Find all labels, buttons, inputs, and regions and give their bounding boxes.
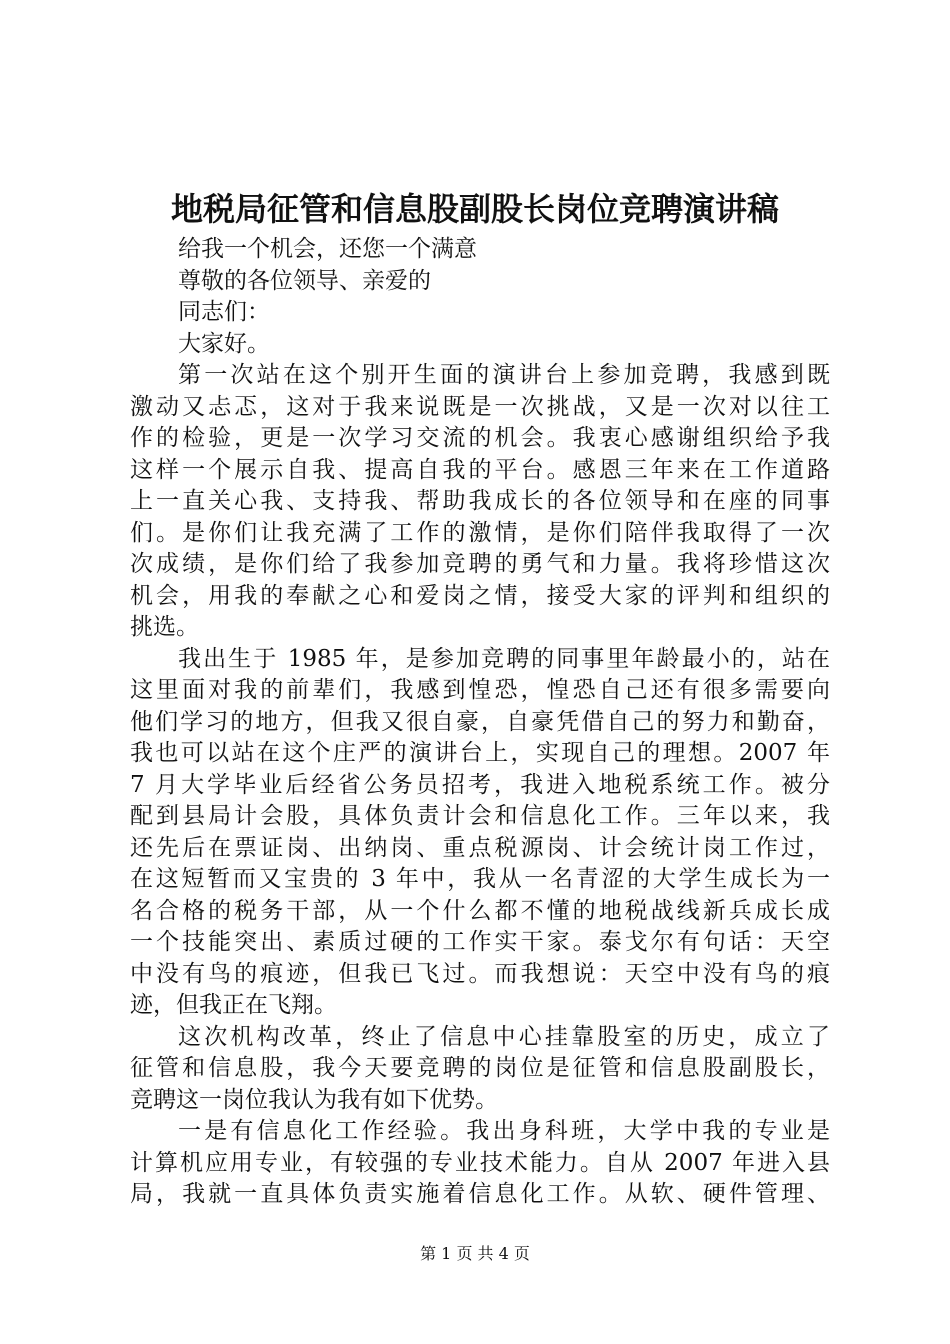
text-line: 计算机应用专业，有较强的专业技术能力。自从 2007 年进入县 [130, 1149, 830, 1176]
text-line: 第一次站在这个别开生面的演讲台上参加竞聘，我感到既 [178, 362, 830, 388]
text-line: 这样一个展示自我、提高自我的平台。感恩三年来在工作道路 [130, 456, 830, 483]
text-line: 7 月大学毕业后经省公务员招考，我进入地税系统工作。被分 [130, 771, 830, 798]
text-line: 在这短暂而又宝贵的 3 年中，我从一名青涩的大学生成长为一 [130, 866, 830, 892]
text-line: 们。是你们让我充满了工作的激情，是你们陪伴我取得了一次 [130, 519, 830, 546]
text-line: 配到县局计会股，具体负责计会和信息化工作。三年以来，我 [130, 803, 830, 829]
page-footer: 第 1 页 共 4 页 [420, 1244, 530, 1263]
document-body [130, 234, 830, 1211]
text-line: 还先后在票证岗、出纳岗、重点税源岗、计会统计岗工作过， [130, 834, 830, 861]
text-line: 次成绩，是你们给了我参加竞聘的勇气和力量。我将珍惜这次 [130, 551, 830, 577]
text-line: 挑选。 [130, 614, 199, 640]
text-line: 名合格的税务干部，从一个什么都不懂的地税战线新兵成长成 [130, 897, 830, 924]
text-line: 激动又忐忑，这对于我来说既是一次挑战，又是一次对以往工 [130, 393, 830, 420]
text-line: 我出生于 1985 年，是参加竞聘的同事里年龄最小的，站在 [178, 645, 830, 672]
text-line: 上一直关心我、支持我、帮助我成长的各位领导和在座的同事 [130, 488, 830, 514]
text-line: 给我一个机会，还您一个满意 [178, 236, 477, 262]
text-line: 中没有鸟的痕迹，但我已飞过。而我想说：天空中没有鸟的痕 [130, 960, 830, 987]
text-line: 作的检验，更是一次学习交流的机会。我衷心感谢组织给予我 [130, 425, 830, 451]
text-line: 局，我就一直具体负责实施着信息化工作。从软、硬件管理、 [130, 1181, 830, 1207]
text-line: 竞聘这一岗位我认为我有如下优势。 [130, 1086, 498, 1113]
text-line: 他们学习的地方，但我又很自豪，自豪凭借自己的努力和勤奋， [130, 708, 830, 735]
text-line: 这里面对我的前辈们，我感到惶恐，惶恐自己还有很多需要向 [130, 677, 830, 703]
document-title: 地税局征管和信息股副股长岗位竞聘演讲稿 [170, 190, 779, 228]
text-line: 机会，用我的奉献之心和爱岗之情，接受大家的评判和组织的 [130, 582, 830, 609]
text-line: 征管和信息股，我今天要竞聘的岗位是征管和信息股副股长， [130, 1055, 830, 1081]
text-line: 我也可以站在这个庄严的演讲台上，实现自己的理想。2007 年 [130, 740, 830, 766]
text-line: 这次机构改革，终止了信息中心挂靠股室的历史，成立了 [178, 1023, 830, 1050]
text-line: 迹，但我正在飞翔。 [130, 992, 337, 1018]
text-line: 同志们： [178, 299, 270, 325]
text-line: 一是有信息化工作经验。我出身科班，大学中我的专业是 [178, 1118, 830, 1144]
text-line: 大家好。 [178, 330, 270, 357]
text-line: 尊敬的各位领导、亲爱的 [178, 267, 431, 294]
text-line: 一个技能突出、素质过硬的工作实干家。泰戈尔有句话：天空 [130, 929, 830, 955]
